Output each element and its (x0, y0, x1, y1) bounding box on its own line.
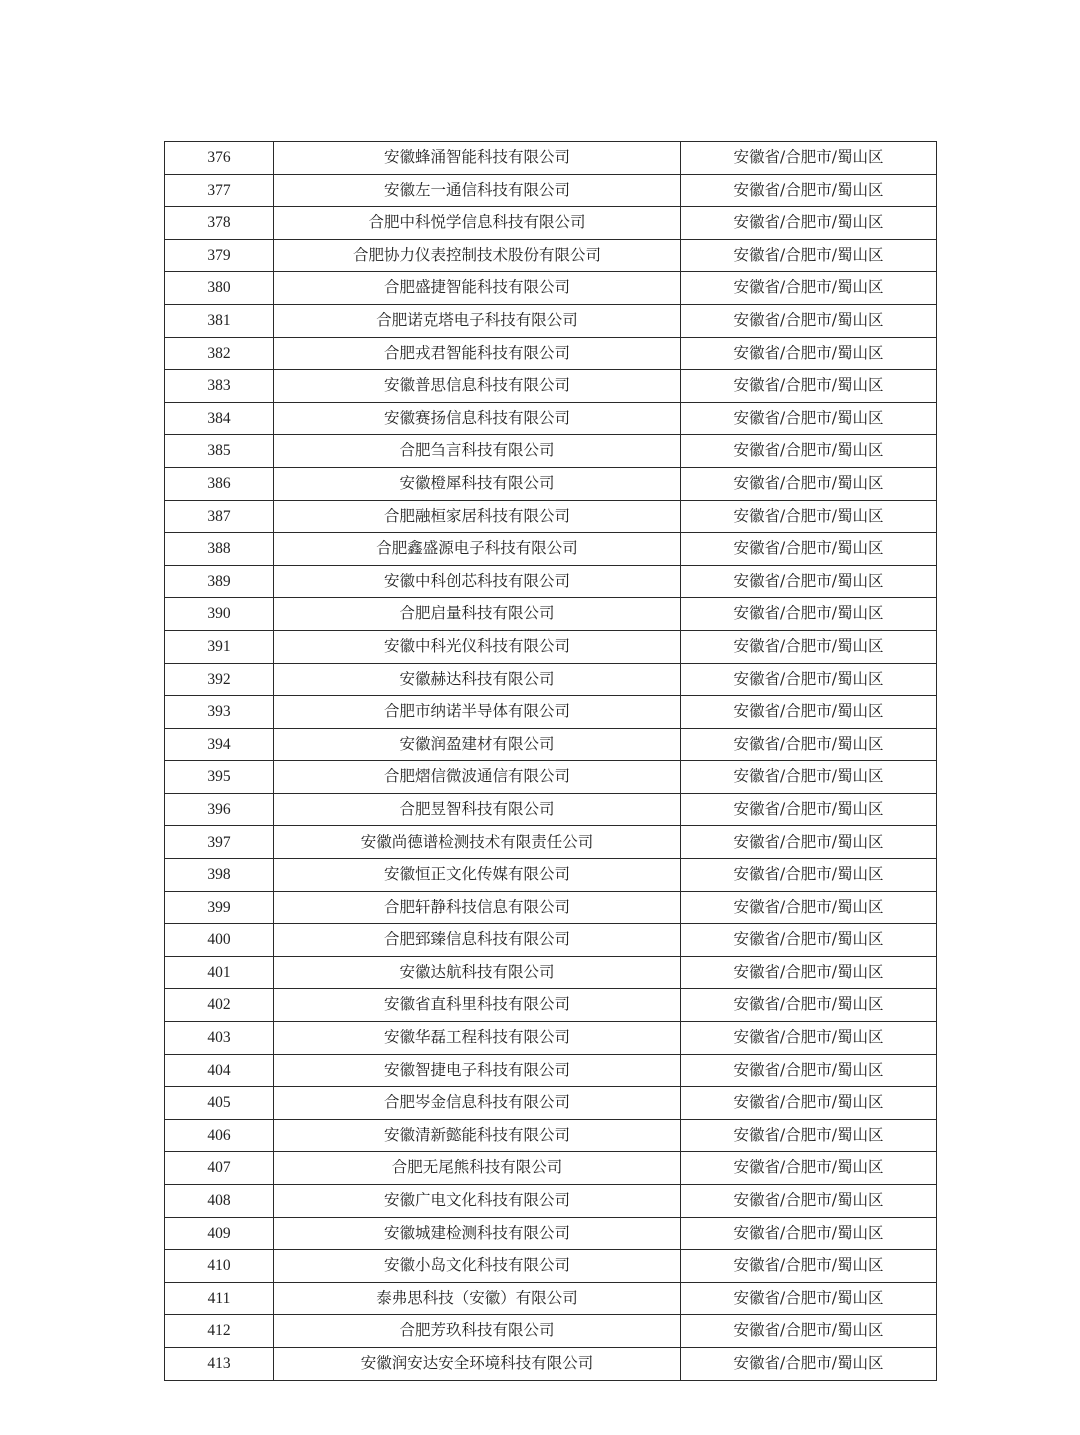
row-number-cell: 413 (165, 1347, 274, 1380)
company-name-cell: 安徽尚德谱检测技术有限责任公司 (274, 826, 681, 859)
row-number-cell: 411 (165, 1282, 274, 1315)
row-number-cell: 406 (165, 1119, 274, 1152)
region-cell: 安徽省/合肥市/蜀山区 (681, 174, 937, 207)
table-row (165, 239, 937, 272)
row-number-cell: 393 (165, 696, 274, 729)
company-name-cell: 安徽中科创芯科技有限公司 (274, 565, 681, 598)
company-name-cell: 合肥轩静科技信息有限公司 (274, 891, 681, 924)
company-table (164, 141, 937, 1381)
table-row (165, 826, 937, 859)
region-cell: 安徽省/合肥市/蜀山区 (681, 1119, 937, 1152)
row-number-cell: 398 (165, 859, 274, 892)
table-row (165, 1087, 937, 1120)
company-name-cell: 安徽省直科里科技有限公司 (274, 989, 681, 1022)
region-cell: 安徽省/合肥市/蜀山区 (681, 1217, 937, 1250)
row-number-cell: 378 (165, 207, 274, 240)
company-name-cell: 泰弗思科技（安徽）有限公司 (274, 1282, 681, 1315)
row-number-cell: 383 (165, 370, 274, 403)
table-row (165, 696, 937, 729)
table-row (165, 630, 937, 663)
row-number-cell: 412 (165, 1315, 274, 1348)
company-name-cell: 合肥诺克塔电子科技有限公司 (274, 304, 681, 337)
company-name-cell: 合肥昱智科技有限公司 (274, 793, 681, 826)
company-name-cell: 安徽赫达科技有限公司 (274, 663, 681, 696)
table-row (165, 500, 937, 533)
company-table-body (165, 142, 937, 1381)
table-row (165, 663, 937, 696)
table-row (165, 565, 937, 598)
region-cell: 安徽省/合肥市/蜀山区 (681, 467, 937, 500)
row-number-cell: 396 (165, 793, 274, 826)
row-number-cell: 388 (165, 533, 274, 566)
row-number-cell: 387 (165, 500, 274, 533)
company-name-cell: 合肥刍言科技有限公司 (274, 435, 681, 468)
row-number-cell: 404 (165, 1054, 274, 1087)
row-number-cell: 382 (165, 337, 274, 370)
table-row (165, 1217, 937, 1250)
table-row (165, 1315, 937, 1348)
company-name-cell: 安徽中科光仪科技有限公司 (274, 630, 681, 663)
row-number-cell: 390 (165, 598, 274, 631)
region-cell: 安徽省/合肥市/蜀山区 (681, 272, 937, 305)
region-cell: 安徽省/合肥市/蜀山区 (681, 663, 937, 696)
company-name-cell: 合肥岑金信息科技有限公司 (274, 1087, 681, 1120)
table-row (165, 467, 937, 500)
row-number-cell: 389 (165, 565, 274, 598)
region-cell: 安徽省/合肥市/蜀山区 (681, 924, 937, 957)
row-number-cell: 391 (165, 630, 274, 663)
table-row (165, 989, 937, 1022)
row-number-cell: 405 (165, 1087, 274, 1120)
row-number-cell: 410 (165, 1250, 274, 1283)
company-name-cell: 安徽普思信息科技有限公司 (274, 370, 681, 403)
table-row (165, 1152, 937, 1185)
company-name-cell: 合肥中科悦学信息科技有限公司 (274, 207, 681, 240)
region-cell: 安徽省/合肥市/蜀山区 (681, 956, 937, 989)
company-name-cell: 合肥盛捷智能科技有限公司 (274, 272, 681, 305)
region-cell: 安徽省/合肥市/蜀山区 (681, 891, 937, 924)
row-number-cell: 397 (165, 826, 274, 859)
company-name-cell: 安徽恒正文化传媒有限公司 (274, 859, 681, 892)
company-name-cell: 安徽润盈建材有限公司 (274, 728, 681, 761)
region-cell: 安徽省/合肥市/蜀山区 (681, 696, 937, 729)
table-row (165, 859, 937, 892)
row-number-cell: 401 (165, 956, 274, 989)
row-number-cell: 408 (165, 1185, 274, 1218)
company-name-cell: 安徽智捷电子科技有限公司 (274, 1054, 681, 1087)
company-name-cell: 安徽橙犀科技有限公司 (274, 467, 681, 500)
table-row (165, 337, 937, 370)
table-row (165, 1185, 937, 1218)
region-cell: 安徽省/合肥市/蜀山区 (681, 435, 937, 468)
company-name-cell: 安徽左一通信科技有限公司 (274, 174, 681, 207)
company-name-cell: 合肥戎君智能科技有限公司 (274, 337, 681, 370)
region-cell: 安徽省/合肥市/蜀山区 (681, 304, 937, 337)
row-number-cell: 392 (165, 663, 274, 696)
table-row (165, 1022, 937, 1055)
table-row (165, 1347, 937, 1380)
row-number-cell: 379 (165, 239, 274, 272)
company-name-cell: 合肥芳玖科技有限公司 (274, 1315, 681, 1348)
region-cell: 安徽省/合肥市/蜀山区 (681, 1087, 937, 1120)
company-name-cell: 合肥无尾熊科技有限公司 (274, 1152, 681, 1185)
table-row (165, 304, 937, 337)
region-cell: 安徽省/合肥市/蜀山区 (681, 1022, 937, 1055)
table-row (165, 533, 937, 566)
region-cell: 安徽省/合肥市/蜀山区 (681, 630, 937, 663)
region-cell: 安徽省/合肥市/蜀山区 (681, 598, 937, 631)
company-name-cell: 安徽达航科技有限公司 (274, 956, 681, 989)
company-name-cell: 安徽广电文化科技有限公司 (274, 1185, 681, 1218)
row-number-cell: 381 (165, 304, 274, 337)
region-cell: 安徽省/合肥市/蜀山区 (681, 1152, 937, 1185)
row-number-cell: 399 (165, 891, 274, 924)
table-row (165, 1282, 937, 1315)
table-row (165, 793, 937, 826)
region-cell: 安徽省/合肥市/蜀山区 (681, 402, 937, 435)
table-row (165, 956, 937, 989)
region-cell: 安徽省/合肥市/蜀山区 (681, 533, 937, 566)
table-row (165, 598, 937, 631)
row-number-cell: 384 (165, 402, 274, 435)
region-cell: 安徽省/合肥市/蜀山区 (681, 337, 937, 370)
region-cell: 安徽省/合肥市/蜀山区 (681, 239, 937, 272)
region-cell: 安徽省/合肥市/蜀山区 (681, 207, 937, 240)
table-row (165, 435, 937, 468)
region-cell: 安徽省/合肥市/蜀山区 (681, 1315, 937, 1348)
row-number-cell: 409 (165, 1217, 274, 1250)
table-row (165, 1250, 937, 1283)
company-name-cell: 安徽赛扬信息科技有限公司 (274, 402, 681, 435)
row-number-cell: 402 (165, 989, 274, 1022)
row-number-cell: 380 (165, 272, 274, 305)
region-cell: 安徽省/合肥市/蜀山区 (681, 142, 937, 175)
row-number-cell: 386 (165, 467, 274, 500)
row-number-cell: 403 (165, 1022, 274, 1055)
row-number-cell: 377 (165, 174, 274, 207)
table-row (165, 728, 937, 761)
table-row (165, 207, 937, 240)
table-row (165, 370, 937, 403)
region-cell: 安徽省/合肥市/蜀山区 (681, 565, 937, 598)
row-number-cell: 407 (165, 1152, 274, 1185)
region-cell: 安徽省/合肥市/蜀山区 (681, 1347, 937, 1380)
region-cell: 安徽省/合肥市/蜀山区 (681, 793, 937, 826)
company-name-cell: 安徽蜂涌智能科技有限公司 (274, 142, 681, 175)
region-cell: 安徽省/合肥市/蜀山区 (681, 761, 937, 794)
region-cell: 安徽省/合肥市/蜀山区 (681, 859, 937, 892)
table-row (165, 1119, 937, 1152)
company-name-cell: 安徽小岛文化科技有限公司 (274, 1250, 681, 1283)
company-name-cell: 合肥鑫盛源电子科技有限公司 (274, 533, 681, 566)
region-cell: 安徽省/合肥市/蜀山区 (681, 500, 937, 533)
table-row (165, 761, 937, 794)
row-number-cell: 385 (165, 435, 274, 468)
region-cell: 安徽省/合肥市/蜀山区 (681, 1250, 937, 1283)
company-name-cell: 合肥熠信微波通信有限公司 (274, 761, 681, 794)
company-name-cell: 安徽润安达安全环境科技有限公司 (274, 1347, 681, 1380)
row-number-cell: 395 (165, 761, 274, 794)
company-name-cell: 合肥启量科技有限公司 (274, 598, 681, 631)
company-name-cell: 安徽华磊工程科技有限公司 (274, 1022, 681, 1055)
company-name-cell: 合肥协力仪表控制技术股份有限公司 (274, 239, 681, 272)
company-name-cell: 合肥市纳诺半导体有限公司 (274, 696, 681, 729)
row-number-cell: 376 (165, 142, 274, 175)
table-row (165, 174, 937, 207)
region-cell: 安徽省/合肥市/蜀山区 (681, 370, 937, 403)
company-name-cell: 合肥郅臻信息科技有限公司 (274, 924, 681, 957)
region-cell: 安徽省/合肥市/蜀山区 (681, 1054, 937, 1087)
row-number-cell: 394 (165, 728, 274, 761)
company-name-cell: 安徽清新懿能科技有限公司 (274, 1119, 681, 1152)
table-row (165, 891, 937, 924)
region-cell: 安徽省/合肥市/蜀山区 (681, 1185, 937, 1218)
region-cell: 安徽省/合肥市/蜀山区 (681, 1282, 937, 1315)
company-name-cell: 合肥融桓家居科技有限公司 (274, 500, 681, 533)
table-row (165, 272, 937, 305)
table-row (165, 1054, 937, 1087)
table-row (165, 402, 937, 435)
company-name-cell: 安徽城建检测科技有限公司 (274, 1217, 681, 1250)
table-row (165, 924, 937, 957)
table-row (165, 142, 937, 175)
region-cell: 安徽省/合肥市/蜀山区 (681, 989, 937, 1022)
region-cell: 安徽省/合肥市/蜀山区 (681, 728, 937, 761)
row-number-cell: 400 (165, 924, 274, 957)
region-cell: 安徽省/合肥市/蜀山区 (681, 826, 937, 859)
